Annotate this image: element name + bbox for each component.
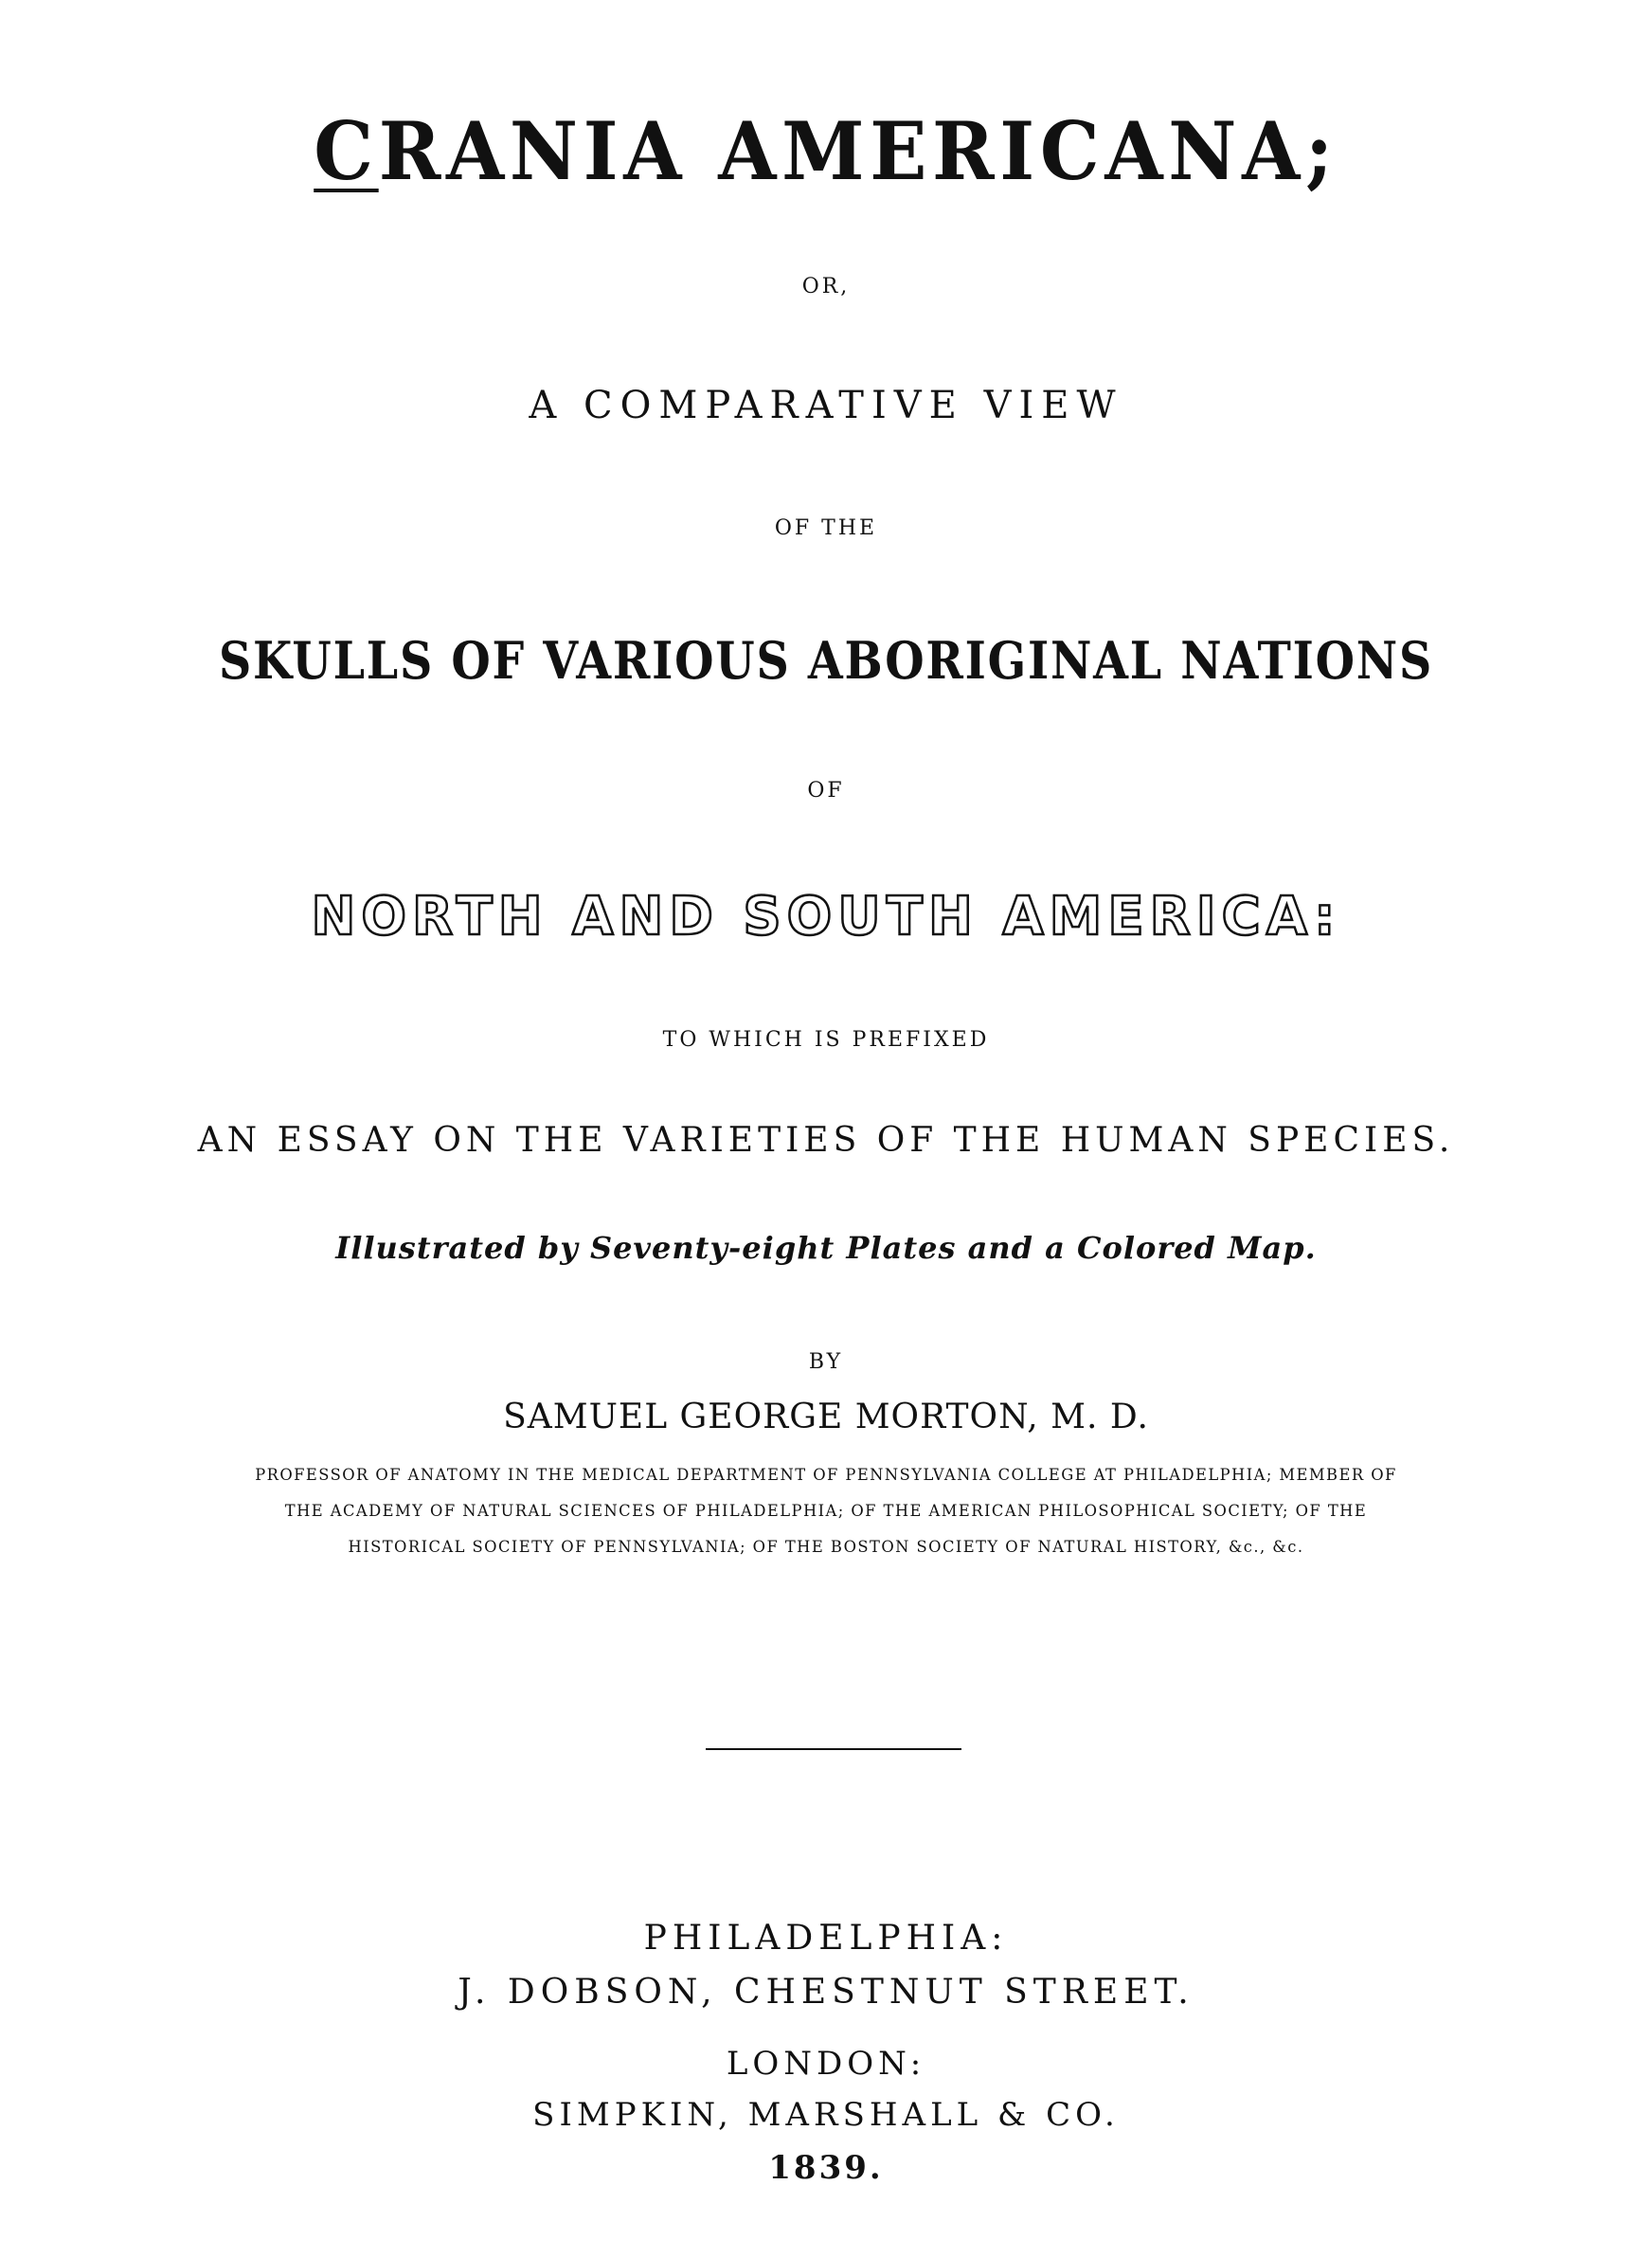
main-title: [49, 104, 1602, 198]
author-credentials-line-2: THE ACADEMY OF NATURAL SCIENCES OF PHILADELPHIA; OF THE AMERICAN PHILOSOPHICAL SOCIETY; OF THE: [284, 1502, 1368, 1521]
essay-title: AN ESSAY ON THE VARIETIES OF THE HUMAN SPECIES.: [197, 1121, 1455, 1160]
prefixed-note: TO WHICH IS PREFIXED: [662, 1028, 990, 1052]
subtitle-skulls: SKULLS OF VARIOUS ABORIGINAL NATIONS: [218, 630, 1434, 691]
byline-by: BY: [808, 1350, 844, 1374]
illustration-note: Illustrated by Seventy-eight Plates and a Colored Map.: [335, 1230, 1317, 1266]
author-name: SAMUEL GEORGE MORTON, M. D.: [503, 1398, 1149, 1436]
imprint-city-london: LONDON:: [726, 2045, 926, 2083]
divider-rule: [706, 1748, 961, 1750]
imprint-city-philadelphia: PHILADELPHIA:: [643, 1919, 1009, 1958]
author-credentials-line-3: HISTORICAL SOCIETY OF PENNSYLVANIA; OF THE BOSTON SOCIETY OF NATURAL HISTORY, &c., &c.: [348, 1538, 1304, 1557]
author-credentials-line-1: PROFESSOR OF ANATOMY IN THE MEDICAL DEPARTMENT OF PENNSYLVANIA COLLEGE AT PHILADELPHIA; MEMBER OF: [255, 1466, 1397, 1485]
subtitle-north-south-america: NORTH AND SOUTH AMERICA:: [311, 886, 1341, 948]
imprint-publisher-dobson: J. DOBSON, CHESTNUT STREET.: [458, 1973, 1194, 2012]
imprint-year: 1839.: [768, 2149, 884, 2187]
conjunction-or: OR,: [801, 275, 851, 298]
subtitle-comparative-view: A COMPARATIVE VIEW: [529, 384, 1123, 427]
main-title-initial: C: [314, 104, 379, 198]
imprint-publisher-simpkin: SIMPKIN, MARSHALL & CO.: [532, 2096, 1120, 2134]
connector-of: OF: [807, 779, 845, 803]
connector-of-the: OF THE: [774, 516, 878, 540]
main-title-rest: RANIA AMERICANA;: [378, 104, 1338, 198]
